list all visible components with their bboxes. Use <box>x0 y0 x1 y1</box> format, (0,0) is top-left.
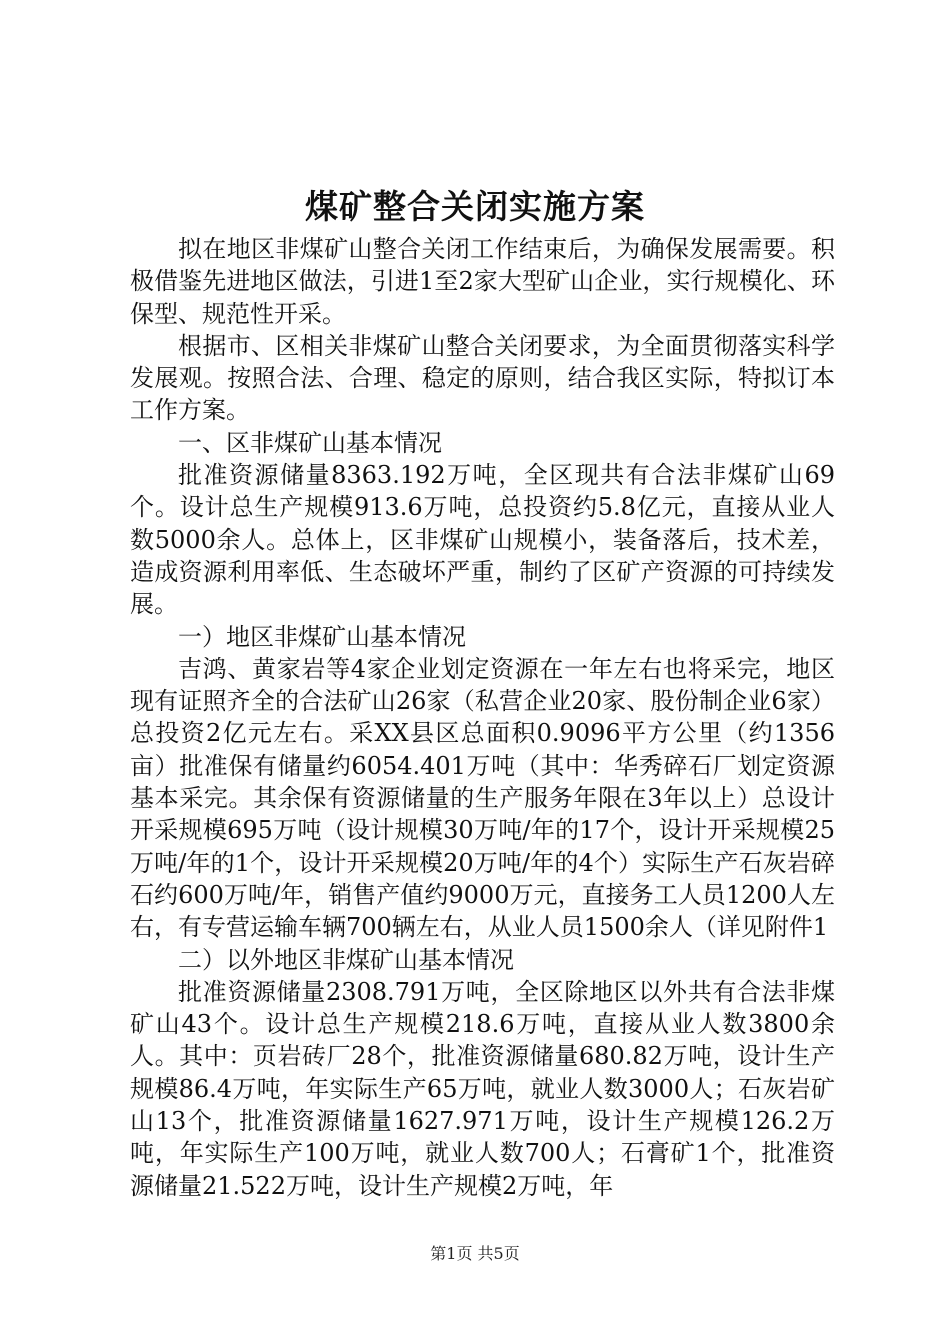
document-title: 煤矿整合关闭实施方案 <box>305 187 645 226</box>
section-heading-1: 一、区非煤矿山基本情况 <box>178 428 442 457</box>
document-body <box>130 233 835 1202</box>
paragraph-basis: 根据市、区相关非煤矿山整合关闭要求，为全面贯彻落实科学发展观。按照合法、合理、稳定的原则，结合我区实际，特拟订本工作方案。 <box>130 331 835 425</box>
paragraph-intro: 拟在地区非煤矿山整合关闭工作结束后，为确保发展需要。积极借鉴先进地区做法，引进1至2家大型矿山企业，实行规模化、环保型、规范性开采。 <box>130 235 835 328</box>
subsection-heading-2: 二）以外地区非煤矿山基本情况 <box>178 945 514 974</box>
paragraph-local-mines: 吉鸿、黄家岩等4家企业划定资源在一年左右也将采完，地区现有证照齐全的合法矿山26家（私营企业20家、股份制企业6家）总投资2亿元左右。采XX县区总面积0.9096平方公里（约1356亩）批准保有储量约6054.401万吨（其中：华秀碎石厂划定资源基本采完。其余保有资源储量的生产服务年限在3年以上）总设计开采规模695万吨（设计规模30万吨/年的17个，设计开采规模25万吨/年的1个，设计开采规模20万吨/年的4个）实际生产石灰岩碎石约600万吨/年，销售产值约9000万元，直接务工人员1200人左右，有专营运输车辆700辆左右，从业人员1500余人（详见附件1 <box>130 654 835 942</box>
subsection-heading-1: 一）地区非煤矿山基本情况 <box>178 622 466 651</box>
paragraph-overview: 批准资源储量8363.192万吨，全区现共有合法非煤矿山69个。设计总生产规模913.6万吨，总投资约5.8亿元，直接从业人数5000余人。总体上，区非煤矿山规模小，装备落后，技术差，造成资源利用率低、生态破坏严重，制约了区矿产资源的可持续发展。 <box>130 461 835 619</box>
page-footer: 第1页 共5页 <box>430 1244 520 1263</box>
paragraph-other-mines: 批准资源储量2308.791万吨，全区除地区以外共有合法非煤矿山43个。设计总生产规模218.6万吨，直接从业人数3800余人。其中：页岩砖厂28个，批准资源储量680.82万吨，设计生产规模86.4万吨，年实际生产65万吨，就业人数3000人；石灰岩矿山13个，批准资源储量1627.971万吨，设计生产规模126.2万吨，年实际生产100万吨，就业人数700人；石膏矿1个，批准资源储量21.522万吨，设计生产规模2万吨，年 <box>130 977 835 1200</box>
